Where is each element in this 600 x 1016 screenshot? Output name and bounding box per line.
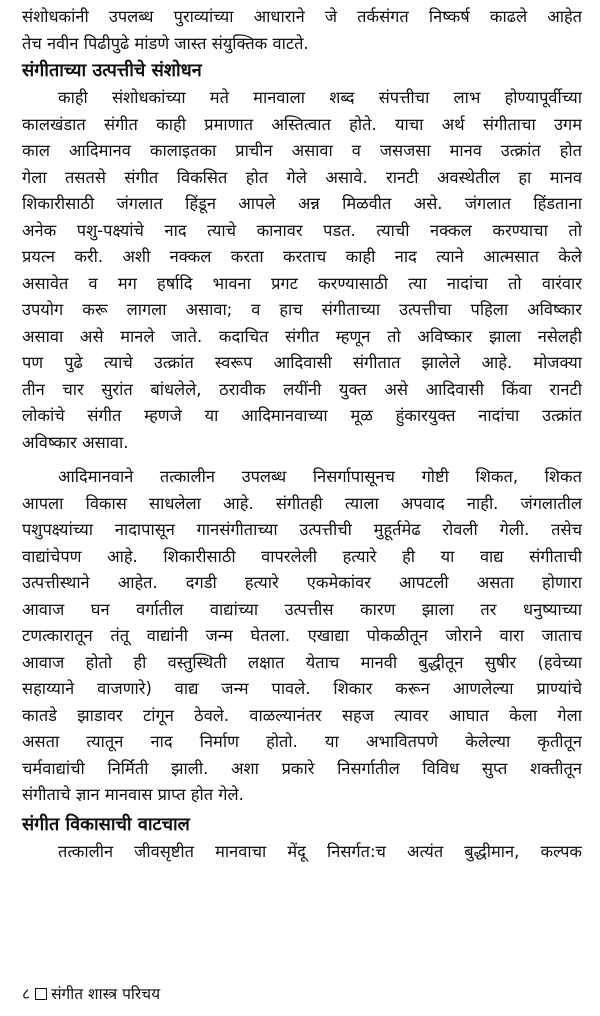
page-number: ८: [22, 985, 31, 1003]
text-line: अनेक पशु-पक्ष्यांचे नाद त्याचे कानावर पडत. त्याची नक्कल करण्याचा तो: [22, 220, 582, 240]
text-line: काही संशोधकांच्या मते मानवाला शब्द संपत्तीचा लाभ होण्यापूर्वीच्या: [58, 88, 582, 107]
text-line: शिकारीसाठी जंगलात हिंडून आपले अन्न मिळवीत असे. जंगलात हिंडताना: [22, 194, 582, 213]
text-line: उत्पत्तीस्थाने आहेत. दगडी हत्यारे एकमेकांवर आपटली असता होणारा: [22, 573, 582, 592]
text-line: गेला तसतसे संगीत विकसित होत गेले असावे. रानटी अवस्थेतील हा मानव: [22, 167, 582, 187]
text-line: आवाज घन वर्गातील वाद्यांच्या उत्पत्तीस कारण झाला तर धनुष्याच्या: [22, 599, 582, 619]
page-footer: [22, 984, 160, 1004]
text-line: सहाय्याने वाजणारे) वाद्य जन्म पावले. शिकार करून आणलेल्या प्राण्यांचे: [22, 679, 582, 698]
text-line: असावा असे मानले जाते. कदाचित संगीत म्हणून तो अविष्कार झाला नसेलही: [22, 326, 582, 346]
intro-paragraph: [22, 4, 582, 57]
text-line: आदिमानवाने तत्कालीन उपलब्ध निसर्गापासूनच गोष्टी शिकत, शिकत: [58, 467, 582, 486]
text-line: तेच नवीन पिढीपुढे मांडणे जास्त संयुक्तिक वाटते.: [22, 33, 309, 53]
text-line: आवाज होतो ही वस्तुस्थिती लक्षात येताच मानवी बुद्धीतून सुषीर (हवेच्या: [22, 652, 582, 672]
text-line: वाद्यांचेपण आहे. शिकारीसाठी वापरलेली हत्यारे ही या वाद्य संगीताची: [22, 546, 582, 566]
text-line: पण पुढे त्याचे उत्क्रांत स्वरूप आदिवासी संगीतात झालेले आहे. मोजक्या: [22, 353, 582, 372]
body-paragraph: [22, 839, 582, 866]
text-line: असता त्यातून नाद निर्माण होतो. या अभावितपणे केलेल्या कृतीतून: [22, 732, 582, 751]
text-line: कातडे झाडावर टांगून ठेवले. वाळल्यानंतर सहज त्यावर आघात केला गेला: [22, 705, 582, 725]
page-content: [22, 4, 582, 865]
text-line: आपला विकास साधलेला आहे. संगीतही त्याला अपवाद नाही. जंगलातील: [22, 493, 582, 513]
text-line: लोकांचे संगीत म्हणजे या आदिमानवाच्या मूळ हुंकारयुक्त नादांचा उत्क्रांत: [22, 406, 582, 425]
text-line: टणत्कारातून तंतू वाद्यांनी जन्म घेतला. एखाद्या पोकळीतून जोराने वारा जाताच: [22, 626, 582, 645]
text-line: संशोधकांनी उपलब्ध पुराव्यांच्या आधाराने जे तर्कसंगत निष्कर्ष काढले आहेत: [22, 7, 582, 26]
text-line: प्रयत्न करी. अशी नक्कल करता करताच काही नाद त्याने आत्मसात केले: [22, 247, 582, 266]
body-paragraph: [22, 85, 582, 456]
text-line: काल आदिमानव कालाइतका प्राचीन असावा व जसजसा मानव उत्क्रांत होत: [22, 141, 582, 160]
text-line: असावेत व मग हर्षादि भावना प्रगट करण्यासाठी त्या नादांचा तो वारंवार: [22, 273, 582, 293]
text-line: तत्कालीन जीवसृष्टीत मानवाचा मेंदू निसर्गत:च अत्यंत बुद्धीमान, कल्पक: [58, 841, 582, 861]
text-line: संगीताचे ज्ञान मानवास प्राप्त होत गेले.: [22, 785, 244, 804]
section-heading: संगीताच्या उत्पत्तीचे संशोधन: [22, 60, 202, 81]
book-title: संगीत शास्त्र परिचय: [51, 985, 161, 1003]
text-line: चर्मवाद्यांची निर्मिती झाली. अशा प्रकारे निसर्गातील विविध सुप्त शक्तीतून: [22, 758, 582, 778]
text-line: अविष्कार असावा.: [22, 432, 129, 452]
text-line: कालखंडात संगीत काही प्रमाणात अस्तित्वात होते. याचा अर्थ संगीताचा उगम: [22, 114, 582, 134]
text-line: तीन चार सुरांत बांधलेले, ठरावीक लयींनी युक्त असे आदिवासी किंवा रानटी: [22, 379, 582, 399]
section-heading: संगीत विकासाची वाटचाल: [22, 813, 190, 835]
text-line: उपयोग करू लागला असावा; व हाच संगीताच्या उत्पत्तीचा पहिला अविष्कार: [22, 300, 582, 319]
square-bullet-icon: [35, 988, 47, 1000]
text-line: पशुपक्ष्यांच्या नादापासून गानसंगीताच्या उत्पत्तीची मुहूर्तमेढ रोवली गेली. तसेच: [22, 520, 582, 539]
body-paragraph: [22, 464, 582, 809]
